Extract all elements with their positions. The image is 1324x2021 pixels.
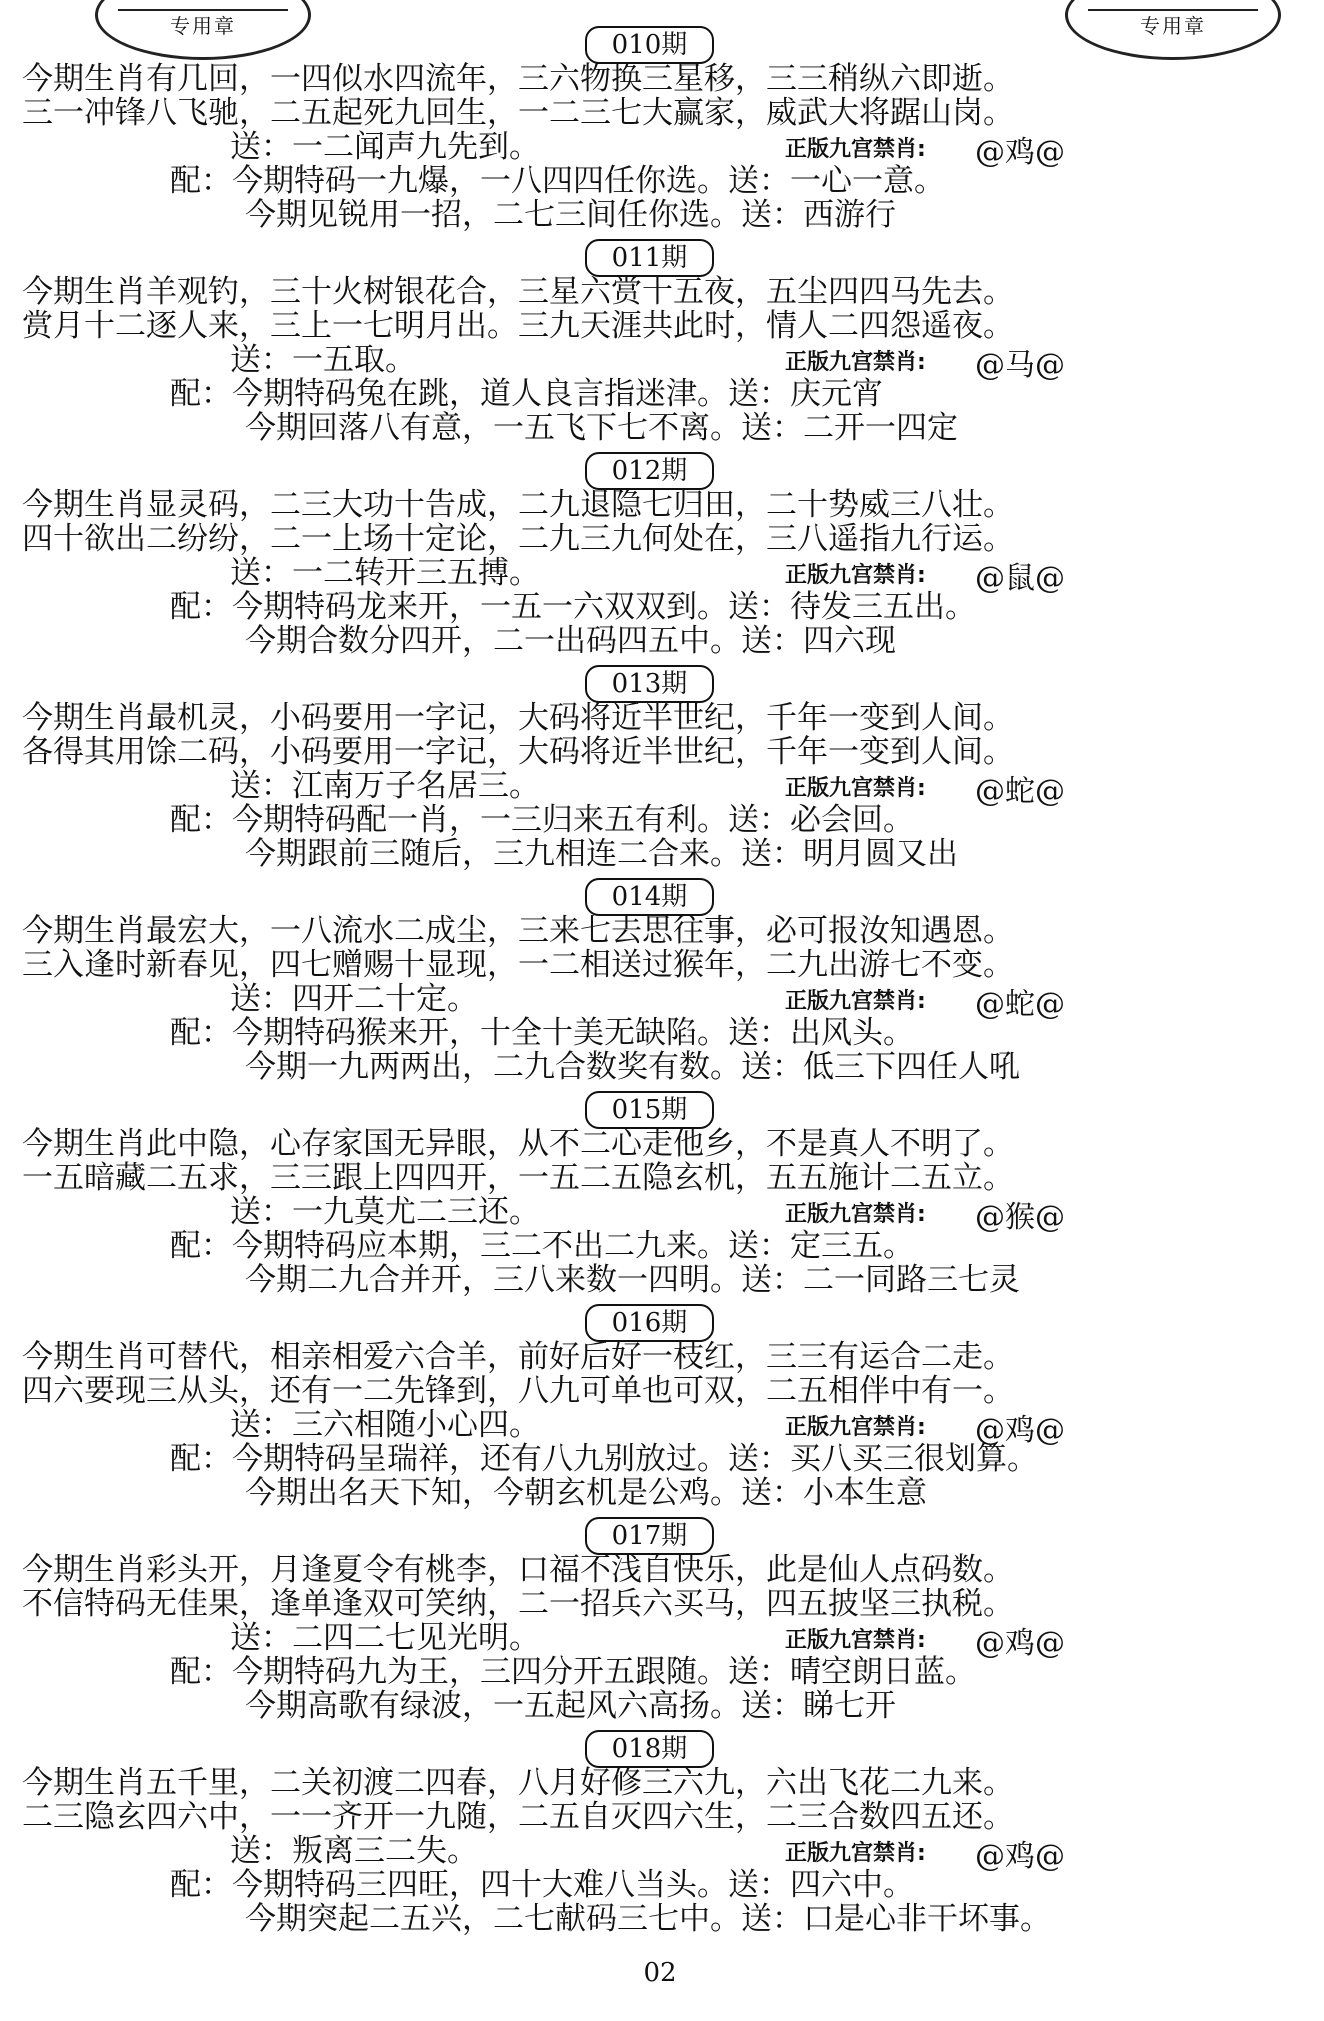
verse-line-2: 赏月十二逐人来，三上一七明月出。三九天涯共此时，情人二四怨遥夜。 — [22, 308, 1014, 344]
seal-text: 专用章 — [170, 14, 236, 38]
extra-line: 今期一九两两出，二九合数奖有数。送：低三下四任人吼 — [245, 1049, 1020, 1085]
verse-line-1: 今期生肖显灵码，二三大功十告成，二九退隐七归田，二十势威三八壮。 — [22, 487, 1014, 523]
seal-text: 专用章 — [1140, 14, 1206, 38]
verse-line-2: 四十欲出二纷纷，二一上场十定论，二九三九何处在，三八遥指九行运。 — [22, 521, 1014, 557]
forbidden-zodiac-value: @鸡@ — [975, 1626, 1065, 1661]
forbidden-zodiac-label: 正版九宫禁肖: — [785, 1841, 926, 1866]
forbidden-zodiac-value: @鼠@ — [975, 561, 1065, 596]
verse-line-2: 二三隐玄四六中，一一齐开一九随，二五自灭四六生，二三合数四五还。 — [22, 1799, 1014, 1835]
send-line: 送：叛离三二失。 — [230, 1833, 478, 1869]
verse-line-2: 四六要现三从头，还有一二先锋到，八九可单也可双，二五相伴中有一。 — [22, 1373, 1014, 1409]
extra-line: 今期见锐用一招，二七三间任你选。送：西游行 — [245, 197, 896, 233]
verse-line-1: 今期生肖最机灵，小码要用一字记，大码将近半世纪，千年一变到人间。 — [22, 700, 1014, 736]
forbidden-zodiac-label: 正版九宫禁肖: — [785, 563, 926, 588]
send-line: 送：四开二十定。 — [230, 981, 478, 1017]
verse-line-2: 三入逢时新春见，四七赠赐十显现，一二相送过猴年，二九出游七不变。 — [22, 947, 1014, 983]
verse-line-2: 一五暗藏二五求，三三跟上四四开，一五二五隐玄机，五五施计二五立。 — [22, 1160, 1014, 1196]
pei-line: 配：今期特码九为王，三四分开五跟随。送：晴空朗日蓝。 — [170, 1654, 976, 1690]
issue-label: 018期 — [585, 1730, 714, 1768]
issue-label: 012期 — [585, 452, 714, 490]
verse-line-1: 今期生肖此中隐，心存家国无异眼，从不二心走他乡，不是真人不明了。 — [22, 1126, 1014, 1162]
send-line: 送：一九莫尤二三还。 — [230, 1194, 540, 1230]
verse-line-1: 今期生肖彩头开，月逢夏令有桃李，口福不浅自快乐，此是仙人点码数。 — [22, 1552, 1014, 1588]
seal-stamp-left — [95, 0, 311, 60]
send-line: 送：三六相随小心四。 — [230, 1407, 540, 1443]
forbidden-zodiac-value: @鸡@ — [975, 1839, 1065, 1874]
issue-label: 010期 — [585, 26, 714, 64]
issue-label: 017期 — [585, 1517, 714, 1555]
send-line: 送：江南万子名居三。 — [230, 768, 540, 804]
forbidden-zodiac-value: @鸡@ — [975, 1413, 1065, 1448]
forbidden-zodiac-value: @蛇@ — [975, 987, 1065, 1022]
forbidden-zodiac-label: 正版九宫禁肖: — [785, 776, 926, 801]
verse-line-1: 今期生肖最宏大，一八流水二成尘，三来七去思往事，必可报汝知遇恩。 — [22, 913, 1014, 949]
pei-line: 配：今期特码兔在跳，道人良言指迷津。送：庆元宵 — [170, 376, 883, 412]
forbidden-zodiac-label: 正版九宫禁肖: — [785, 1202, 926, 1227]
pei-line: 配：今期特码呈瑞祥，还有八九别放过。送：买八买三很划算。 — [170, 1441, 1038, 1477]
verse-line-2: 三一冲锋八飞驰，二五起死九回生，一二三七大赢家，威武大将踞山岗。 — [22, 95, 1014, 131]
forbidden-zodiac-label: 正版九宫禁肖: — [785, 350, 926, 375]
pei-line: 配：今期特码一九爆，一八四四任你选。送：一心一意。 — [170, 163, 945, 199]
forbidden-zodiac-label: 正版九宫禁肖: — [785, 989, 926, 1014]
forbidden-zodiac-value: @马@ — [975, 348, 1065, 383]
pei-line: 配：今期特码龙来开，一五一六双双到。送：待发三五出。 — [170, 589, 976, 625]
verse-line-1: 今期生肖可替代，相亲相爱六合羊，前好后好一枝红，三三有运合二走。 — [22, 1339, 1014, 1375]
seal-stamp-right — [1065, 0, 1281, 60]
verse-line-2: 不信特码无佳果，逢单逢双可笑纳，二一招兵六买马，四五披坚三执税。 — [22, 1586, 1014, 1622]
extra-line: 今期回落八有意，一五飞下七不离。送：二开一四定 — [245, 410, 958, 446]
page-number: 02 — [643, 1958, 677, 1988]
forbidden-zodiac-value: @蛇@ — [975, 774, 1065, 809]
verse-line-1: 今期生肖五千里，二关初渡二四春，八月好修三六九，六出飞花二九来。 — [22, 1765, 1014, 1801]
extra-line: 今期突起二五兴，二七献码三七中。送：口是心非干坏事。 — [245, 1901, 1051, 1937]
verse-line-1: 今期生肖羊观钓，三十火树银花合，三星六赏十五夜，五尘四四马先去。 — [22, 274, 1014, 310]
send-line: 送：一二闻声九先到。 — [230, 129, 540, 165]
extra-line: 今期跟前三随后，三九相连二合来。送：明月圆又出 — [245, 836, 958, 872]
pei-line: 配：今期特码三四旺，四十大难八当头。送：四六中。 — [170, 1867, 914, 1903]
verse-line-1: 今期生肖有几回，一四似水四流年，三六物换三星移，三三稍纵六即逝。 — [22, 61, 1014, 97]
pei-line: 配：今期特码配一肖，一三归来五有利。送：必会回。 — [170, 802, 914, 838]
issue-label: 015期 — [585, 1091, 714, 1129]
forbidden-zodiac-label: 正版九宫禁肖: — [785, 137, 926, 162]
issue-label: 016期 — [585, 1304, 714, 1342]
issue-label: 014期 — [585, 878, 714, 916]
issue-label: 011期 — [585, 239, 714, 277]
forbidden-zodiac-label: 正版九宫禁肖: — [785, 1628, 926, 1653]
send-line: 送：一二转开三五搏。 — [230, 555, 540, 591]
extra-line: 今期合数分四开，二一出码四五中。送：四六现 — [245, 623, 896, 659]
forbidden-zodiac-value: @鸡@ — [975, 135, 1065, 170]
verse-line-2: 各得其用馀二码，小码要用一字记，大码将近半世纪，千年一变到人间。 — [22, 734, 1014, 770]
send-line: 送：一五取。 — [230, 342, 416, 378]
send-line: 送：二四二七见光明。 — [230, 1620, 540, 1656]
extra-line: 今期高歌有绿波，一五起风六高扬。送：睇七开 — [245, 1688, 896, 1724]
issue-label: 013期 — [585, 665, 714, 703]
pei-line: 配：今期特码应本期，三二不出二九来。送：定三五。 — [170, 1228, 914, 1264]
extra-line: 今期出名天下知，今朝玄机是公鸡。送：小本生意 — [245, 1475, 927, 1511]
forbidden-zodiac-value: @猴@ — [975, 1200, 1065, 1235]
forbidden-zodiac-label: 正版九宫禁肖: — [785, 1415, 926, 1440]
pei-line: 配：今期特码猴来开，十全十美无缺陷。送：出风头。 — [170, 1015, 914, 1051]
extra-line: 今期二九合并开，三八来数一四明。送：二一同路三七灵 — [245, 1262, 1020, 1298]
